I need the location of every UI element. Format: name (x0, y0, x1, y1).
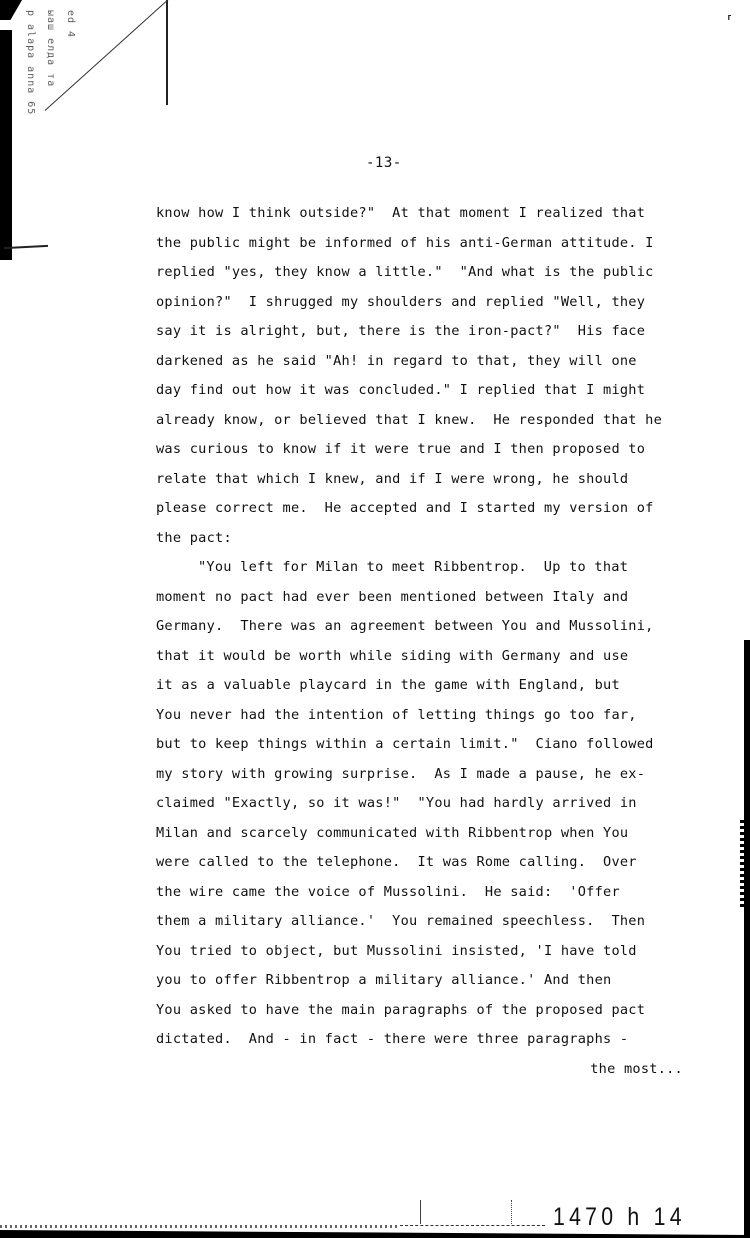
folded-corner-edge (166, 0, 168, 105)
text-line: claimed "Exactly, so it was!" "You had hardly arrived in (156, 795, 637, 811)
text-line: opinion?" I shrugged my shoulders and replied "Well, they (156, 293, 646, 310)
text-line: You asked to have the main paragraphs of the proposed pact (156, 1001, 646, 1018)
text-line: was curious to know if it were true and I then proposed to (156, 441, 646, 457)
margin-bleed-line: ed 4 (65, 10, 76, 39)
text-line: "You left for Milan to meet Ribbentrop. Up to that (198, 559, 629, 575)
text-line: day find out how it was concluded." I replied that I might (156, 382, 646, 398)
text-line: You never had the intention of letting things go too far, (156, 706, 637, 723)
text-line: darkened as he said "Ah! in regard to that, they will one (156, 352, 637, 369)
scan-right-speckle (740, 820, 746, 910)
margin-bleed-line: p alapa anna 65 (25, 10, 36, 116)
archive-underline (400, 1225, 545, 1227)
handwritten-archive-number: 1470 h 14 (553, 1203, 686, 1231)
text-line: you to offer Ribbentrop a military alliance.' And then (156, 972, 612, 988)
scan-right-edge (744, 640, 750, 1238)
text-line: know how I think outside?" At that moment I realized that (156, 205, 646, 221)
text-line: the pact: (156, 529, 232, 546)
text-line: Milan and scarcely communicated with Ribbentrop when You (156, 824, 629, 841)
page-number: -13- (366, 155, 402, 171)
text-line: dictated. And - in fact - there were three paragraphs - (156, 1031, 629, 1047)
archive-stamp-marks (420, 1200, 512, 1224)
scan-left-edge (0, 30, 12, 260)
scan-bottom-noise (0, 1225, 400, 1228)
text-line: it as a valuable playcard in the game with England, but (156, 677, 620, 693)
text-line: You tried to object, but Mussolini insisted, 'I have told (156, 942, 637, 959)
text-line: already know, or believed that I knew. He responded that he (156, 411, 663, 428)
text-line: that it would be worth while siding with Germany and use (156, 647, 629, 664)
text-line: say it is alright, but, there is the iron-pact?" His face (156, 323, 646, 339)
text-line: moment no pact had ever been mentioned between Italy and (156, 588, 629, 605)
scan-corner-mark: ⸢ (725, 14, 734, 30)
scan-dark-corner (0, 0, 22, 20)
text-line: relate that which I knew, and if I were wrong, he should (156, 470, 629, 487)
text-line: were called to the telephone. It was Rome calling. Over (156, 854, 637, 870)
text-line: Germany. There was an agreement between You and Mussolini, (156, 618, 654, 634)
margin-bleed-line: ыаш елда та (45, 10, 56, 88)
text-line: replied "yes, they know a little." "And what is the public (156, 264, 654, 280)
text-line: the wire came the voice of Mussolini. He said: 'Offer (156, 883, 620, 900)
text-line: please correct me. He accepted and I started my version of (156, 500, 654, 516)
typed-body-text (156, 199, 701, 1084)
text-line: the public might be informed of his anti-German attitude. I (156, 234, 654, 251)
text-line: the most... (590, 1060, 683, 1077)
text-line: but to keep things within a certain limit." Ciano followed (156, 736, 654, 752)
margin-bleed-through-text (20, 10, 80, 135)
text-line: them a military alliance.' You remained speechless. Then (156, 913, 646, 929)
text-line: my story with growing surprise. As I made a pause, he ex- (156, 765, 646, 782)
